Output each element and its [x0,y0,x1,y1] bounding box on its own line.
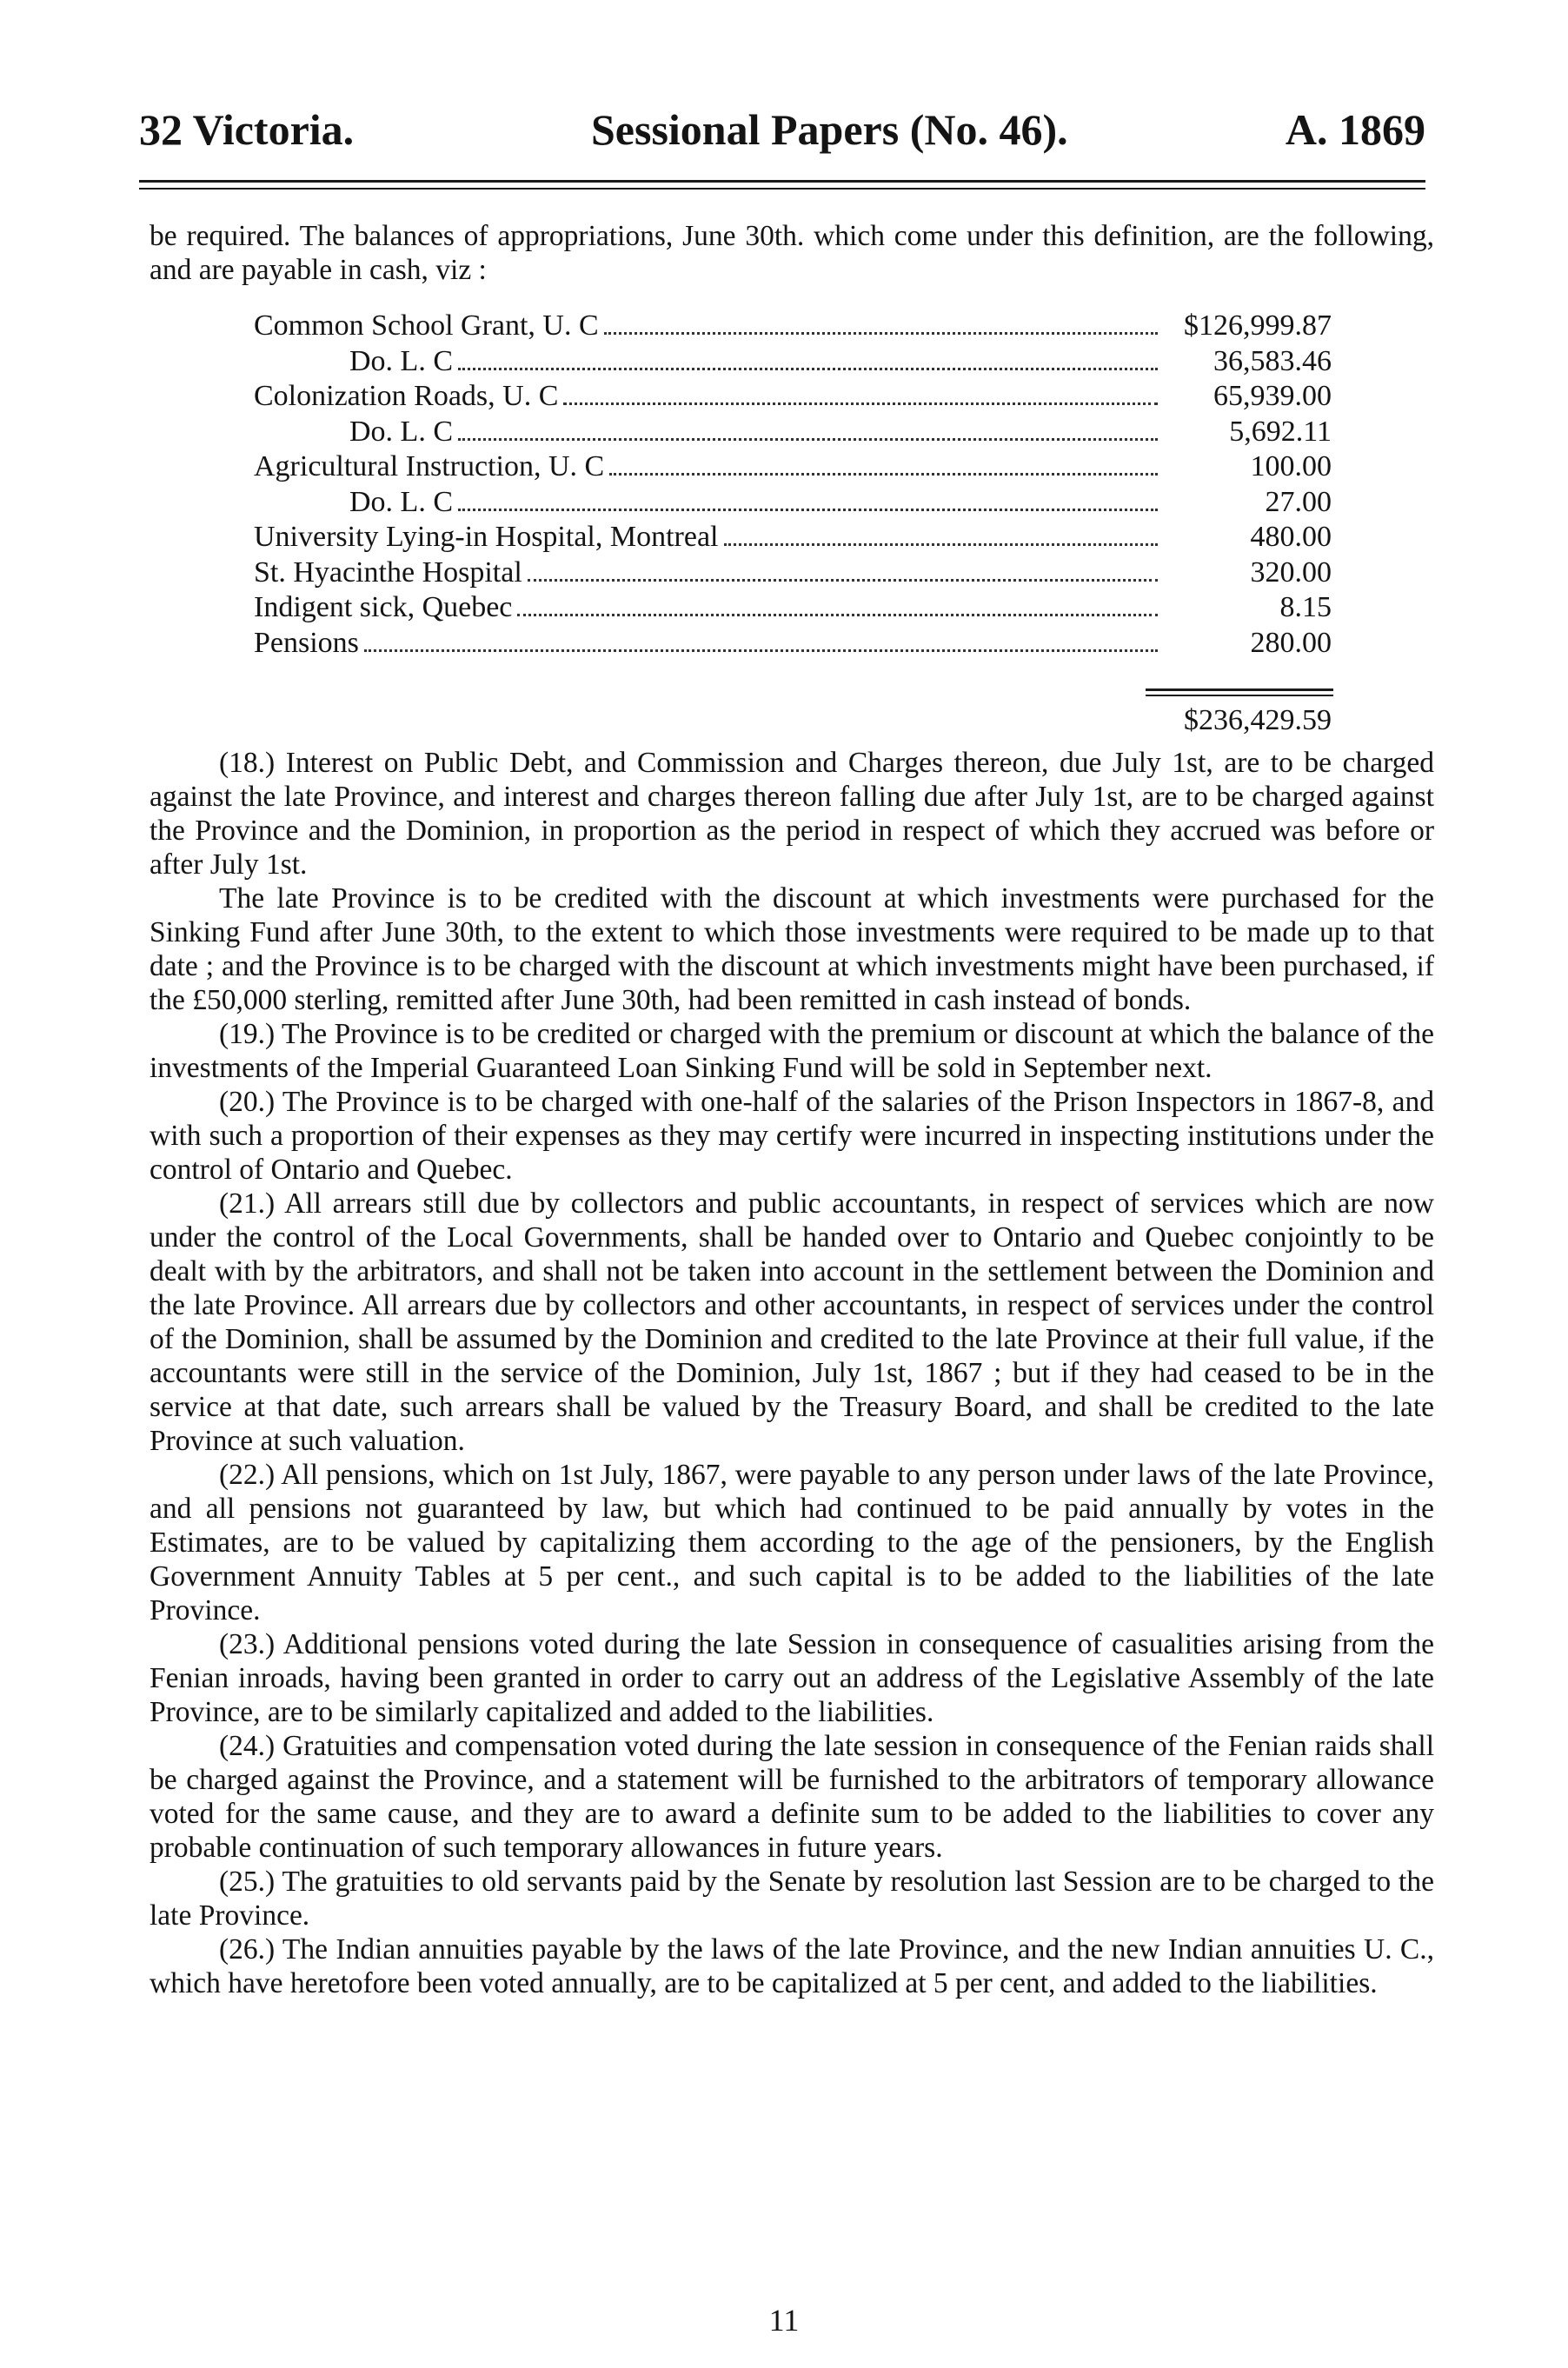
header-rule [139,180,1425,183]
ledger-amount: 27.00 [1265,485,1332,518]
paragraph-21: (21.) All arrears still due by collectors and public accountants, in respect of services which are now under the control of the Local Governments, shall be handed over to Ontario and Quebec conjointly to be dealt with by the arbitrators, and shall not be taken into account in the settlement between the Dominion and the late Province. All arrears due by collectors and other accountants, in respect of services under the control of the Dominion, shall be assumed by the Dominion and credited to the late Province at their full value, if the accountants were still in the service of the Dominion, July 1st, 1867 ; but if they had ceased to be in the service at that date, such arrears shall be valued by the Treasury Board, and shall be credited to the late Province at such valuation. [149,1187,1434,1457]
page-number: 11 [768,2303,800,2338]
leader-dots [517,614,1158,616]
ledger-row [254,345,1332,381]
paragraph-18: (18.) Interest on Public Debt, and Commission and Charges thereon, due July 1st, are to be charged against the late Province, and interest and charges thereon falling due after July 1st, are to be charged against the Province and the Dominion, in proportion as the period in respect of which they accrued was before or after July 1st. [149,747,1434,881]
ledger-row [254,309,1332,345]
ledger-row [254,627,1332,662]
leader-dots [528,579,1158,582]
ledger-label: Do. L. C [349,344,453,377]
paragraph-23: (23.) Additional pensions voted during the late Session in consequence of casualities arising from the Fenian inroads, having been granted in order to carry out an address of the Legislative Assembly of the late Province, are to be similarly capitalized and added to the liabilities. [149,1628,1434,1728]
header-volume: 32 Victoria. [139,105,355,154]
ledger-row [254,380,1332,416]
ledger-amount: 36,583.46 [1213,344,1332,377]
leader-dots [724,543,1159,546]
body-text [149,746,1434,2000]
paragraph-25: (25.) The gratuities to old servants paid by the Senate by resolution last Session are to be charged to the late Province. [149,1866,1434,1932]
ledger-row [254,450,1332,486]
paragraph-18-continued: The late Province is to be credited with the discount at which investments were purchased for the Sinking Fund after June 30th, to the extent to which those investments were required to be made up to that date ; and the Province is to be charged with the discount at which investments might have been purchased, if the £50,000 sterling, remitted after June 30th, had been remitted in cash instead of bonds. [149,882,1434,1016]
intro-text: be required. The balances of appropriations, June 30th. which come under this definition, are the following, and are payable in cash, viz : [149,220,1434,286]
header-title: Sessional Papers (No. 46). [591,105,1068,154]
leader-dots [458,438,1158,441]
intro-paragraph [149,219,1434,287]
ledger-row [254,416,1332,451]
ledger-amount: $126,999.87 [1184,309,1332,342]
paragraph-19: (19.) The Province is to be credited or charged with the premium or discount at which the balance of the investments of the Imperial Guaranteed Loan Sinking Fund will be sold in September next. [149,1018,1434,1084]
ledger-row [254,556,1332,592]
ledger-amount: 5,692.11 [1229,415,1332,448]
paragraph-20: (20.) The Province is to be charged with one-half of the salaries of the Prison Inspectors in 1867-8, and with such a proportion of their expenses as they may certify were incurred in inspecting institutions under the control of Ontario and Quebec. [149,1086,1434,1186]
leader-dots [609,473,1158,476]
leader-dots [458,509,1158,511]
header-rule-thin [139,188,1425,190]
paragraph-26: (26.) The Indian annuities payable by the laws of the late Province, and the new Indian annuities U. C., which have heretofore been voted annually, are to be capitalized at 5 per cent, and added to the liabilities. [149,1933,1434,1999]
ledger-label: Do. L. C [349,415,453,448]
ledger-row [254,486,1332,522]
leader-dots [604,332,1158,335]
ledger-amount: 320.00 [1250,555,1332,589]
ledger-amount: 65,939.00 [1213,380,1332,412]
running-header [139,104,1425,165]
header-year: A. 1869 [1285,105,1425,154]
ledger-label: Indigent sick, Quebec [254,591,513,623]
ledger-label: Do. L. C [349,485,453,518]
paragraph-24: (24.) Gratuities and compensation voted during the late session in consequence of the Fenian raids shall be charged against the Province, and a statement will be furnished to the arbitrators of temporary allowance voted for the same cause, and they are to award a definite sum to be added to the liabilities to cover any probable continuation of such temporary allowances in future years. [149,1730,1434,1864]
total-rule-thin [1146,695,1333,696]
total-rule [1146,688,1333,691]
ledger-label: St. Hyacinthe Hospital [254,555,522,589]
ledger-label: Colonization Roads, U. C [254,380,559,412]
appropriations-ledger [254,309,1332,662]
paragraph-22: (22.) All pensions, which on 1st July, 1867, were payable to any person under laws of the late Province, and all pensions not guaranteed by law, but which had continued to be paid annually by votes in the Estimates, are to be valued by capitalizing them according to the age of the pensioners, by the English Government Annuity Tables at 5 per cent., and such capital is to be added to the liabilities of the late Province. [149,1459,1434,1626]
ledger-label: University Lying-in Hospital, Montreal [254,521,719,553]
ledger-row [254,521,1332,556]
ledger-amount: 480.00 [1250,521,1332,553]
ledger-label: Common School Grant, U. C [254,309,599,342]
ledger-label: Pensions [254,626,359,659]
ledger-row [254,591,1332,627]
leader-dots [364,649,1158,652]
leader-dots [563,402,1158,405]
ledger-label: Agricultural Instruction, U. C [254,450,605,482]
ledger-amount: 100.00 [1250,450,1332,482]
leader-dots [458,368,1158,370]
ledger-amount: 8.15 [1279,591,1332,623]
ledger-total: $236,429.59 [1184,704,1332,736]
ledger-amount: 280.00 [1250,626,1332,659]
